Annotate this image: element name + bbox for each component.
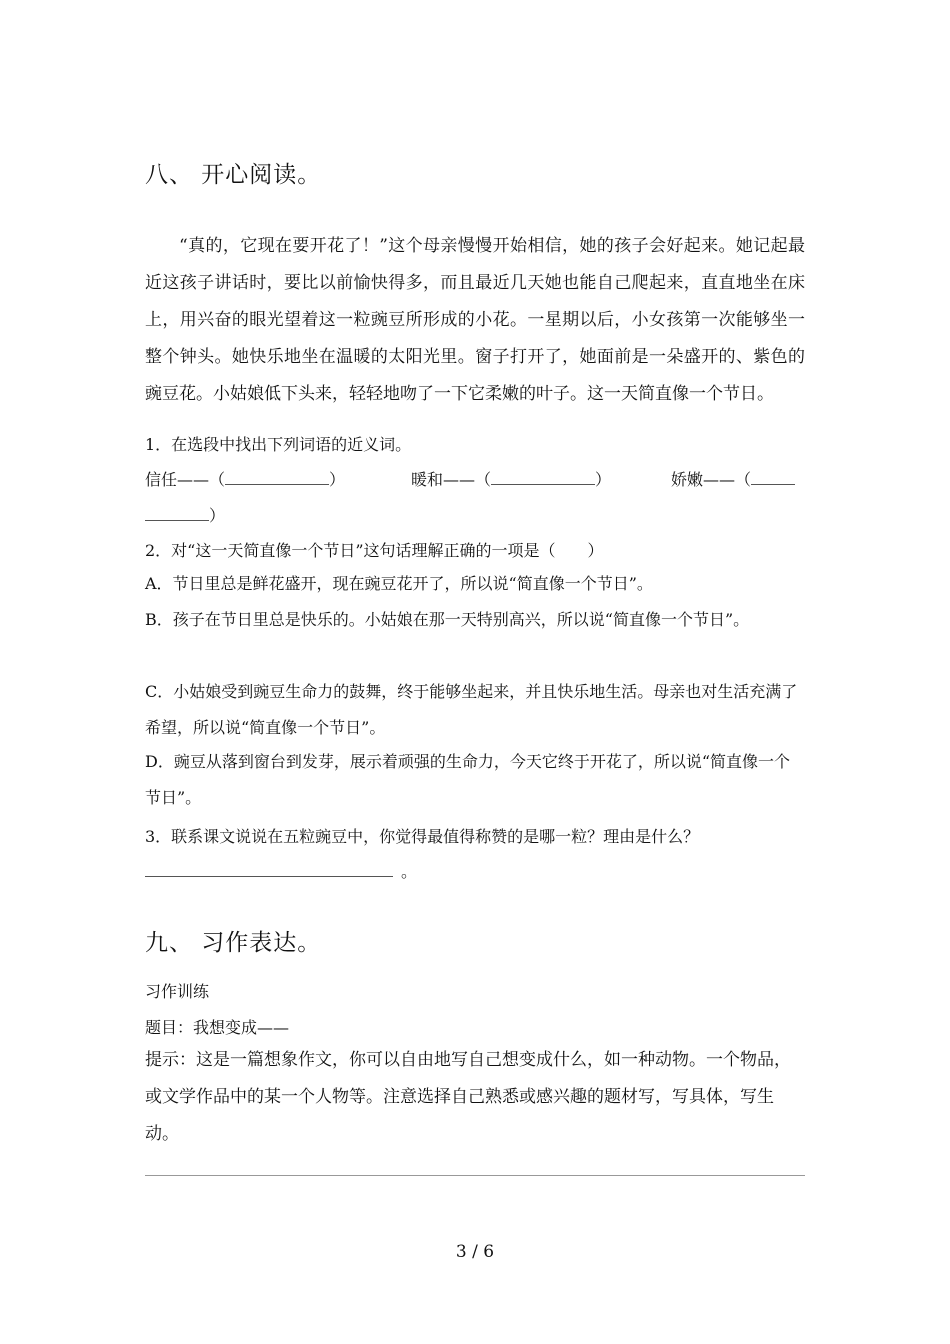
question-1-item-2 xyxy=(411,467,611,490)
page-number: 3 / 6 xyxy=(455,1242,495,1262)
question-2-option-d: D．豌豆从落到窗台到发芽，展示着顽强的生命力，今天它终于开花了，所以说“简直像一个节日”。 xyxy=(145,752,791,807)
question-2-option-a: A．节日里总是鲜花盛开，现在豌豆花开了，所以说“简直像一个节日”。 xyxy=(145,574,653,593)
question-2-option-b: B．孩子在节日里总是快乐的。小姑娘在那一天特别高兴，所以说“简直像一个节日”。 xyxy=(145,610,750,629)
q1-answer-blank-3b[interactable] xyxy=(145,519,209,521)
writing-answer-line[interactable] xyxy=(145,1175,805,1176)
section-9-title: 九、 习作表达。 xyxy=(145,930,322,956)
question-2-option-c: C．小姑娘受到豌豆生命力的鼓舞，终于能够坐起来，并且快乐地生活。母亲也对生活充满了希望，所以说“简直像一个节日”。 xyxy=(145,682,798,737)
q1-close-1: ） xyxy=(329,470,346,489)
writing-topic: 题目：我想变成—— xyxy=(145,1018,290,1037)
q1-word-2: 暖和——（ xyxy=(411,470,492,489)
q1-answer-blank-1[interactable] xyxy=(225,483,329,485)
question-1-stem: 1．在选段中找出下列词语的近义词。 xyxy=(145,435,412,454)
question-3-stem: 3．联系课文说说在五粒豌豆中，你觉得最值得称赞的是哪一粒？理由是什么？ xyxy=(145,827,700,846)
question-2-stem: 2．对“这一天简直像一个节日”这句话理解正确的一项是（ ） xyxy=(145,541,604,560)
q1-close-3: ） xyxy=(209,506,226,525)
q1-answer-blank-2[interactable] xyxy=(491,483,595,485)
q1-answer-blank-3a[interactable] xyxy=(751,483,795,485)
section-8-title: 八、 开心阅读。 xyxy=(145,162,322,188)
question-1-item-3-cont xyxy=(145,503,225,526)
writing-hint: 提示：这是一篇想象作文，你可以自由地写自己想变成什么，如一种动物。一个物品，或文学作品中的某一个人物等。注意选择自己熟悉或感兴趣的题材写，写具体，写生动。 xyxy=(145,1050,791,1144)
q1-word-3: 娇嫩——（ xyxy=(671,470,752,489)
q3-answer-blank[interactable] xyxy=(145,875,393,877)
question-1-item-1 xyxy=(145,467,345,490)
writing-subtitle: 习作训练 xyxy=(145,982,210,1001)
question-3-answer-line xyxy=(145,859,417,882)
q1-word-1: 信任——（ xyxy=(145,470,226,489)
q3-end-mark: 。 xyxy=(401,862,418,881)
question-1-item-3 xyxy=(671,467,795,490)
q1-close-2: ） xyxy=(595,470,612,489)
reading-passage: “真的，它现在要开花了！”这个母亲慢慢开始相信，她的孩子会好起来。她记起最近这孩子讲话时，要比以前愉快得多，而且最近几天她也能自己爬起来，直直地坐在床上，用兴奋的眼光望着这一粒豌豆所形成的小花。一星期以后，小女孩第一次能够坐一整个钟头。她快乐地坐在温暖的太阳光里。窗子打开了，她面前是一朵盛开的、紫色的豌豆花。小姑娘低下头来，轻轻地吻了一下它柔嫩的叶子。这一天简直像一个节日。 xyxy=(145,236,805,404)
